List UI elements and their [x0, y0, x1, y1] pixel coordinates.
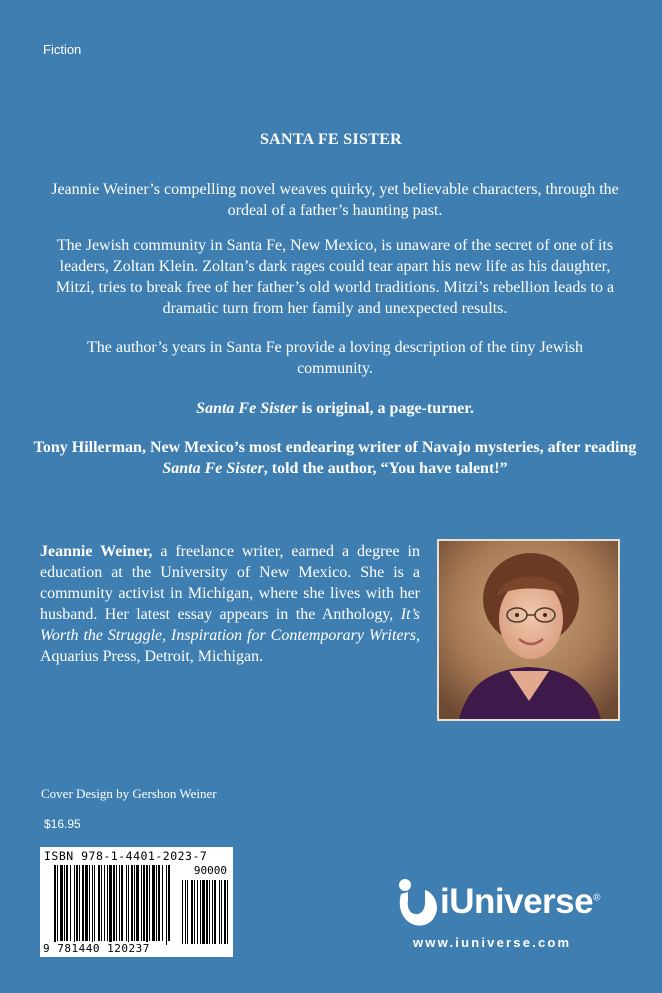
genre-label: Fiction: [43, 42, 82, 57]
author-name: Jeannie Weiner,: [40, 543, 153, 560]
anthology-publisher: Aquarius Press, Detroit, Michigan.: [40, 648, 264, 665]
price: $16.95: [44, 817, 81, 831]
anthology-title: It’s Worth the Struggle, Inspiration for Contemporary Writers,: [40, 606, 420, 644]
praise-book-title: Santa Fe Sister: [196, 400, 298, 417]
praise-text: is original, a page-turner.: [297, 400, 474, 417]
author-photo: [437, 539, 620, 721]
author-portrait: [439, 541, 618, 719]
cover-credit: Cover Design by Gershon Weiner: [41, 786, 217, 801]
iuniverse-logo: [396, 876, 626, 936]
synopsis: The Jewish community in Santa Fe, New Mexico, is unaware of the secret of one of its leaders, Zoltan Klein. Zoltan’s dark rages could tear apart his new life as his daughter, Mitzi, tries to break free of her father’s old world traditions. Mitzi’s rebellion leads to a dramatic turn from her family and unexpected results.: [55, 237, 615, 317]
author-bio: [40, 541, 420, 667]
barcode-addon: 90000: [193, 864, 227, 877]
isbn-number: ISBN 978-1-4401-2023-7: [44, 849, 208, 863]
endorsement-part2: , told the author, “You have talent!”: [263, 460, 508, 477]
bio-text: a freelance writer, earned a degree in education at the University of New Mexico. She is a community activist in Michigan, where she lives with her husband. Her latest essay appears in the Anthology,: [40, 543, 420, 623]
iuniverse-logo-icon: [396, 878, 440, 930]
logo-name: iUniverse: [440, 882, 594, 921]
registered-mark: ®: [593, 892, 600, 904]
isbn-barcode: [40, 847, 233, 957]
endorsement-book-title: Santa Fe Sister: [162, 460, 264, 477]
praise-line: [40, 398, 630, 419]
setting-note: The author’s years in Santa Fe provide a loving description of the tiny Jewish community.: [86, 339, 584, 377]
endorsement-part1: Tony Hillerman, New Mexico’s most endearing writer of Navajo mysteries, after reading: [33, 439, 637, 456]
publisher-url[interactable]: www.iuniverse.com: [413, 935, 572, 950]
barcode-digits: 9 781440 120237: [43, 942, 150, 955]
book-title: SANTA FE SISTER: [259, 131, 403, 148]
endorsement: [30, 437, 640, 479]
tagline: Jeannie Weiner’s compelling novel weaves quirky, yet believable characters, through the ordeal of a father’s haunting past.: [51, 181, 619, 219]
